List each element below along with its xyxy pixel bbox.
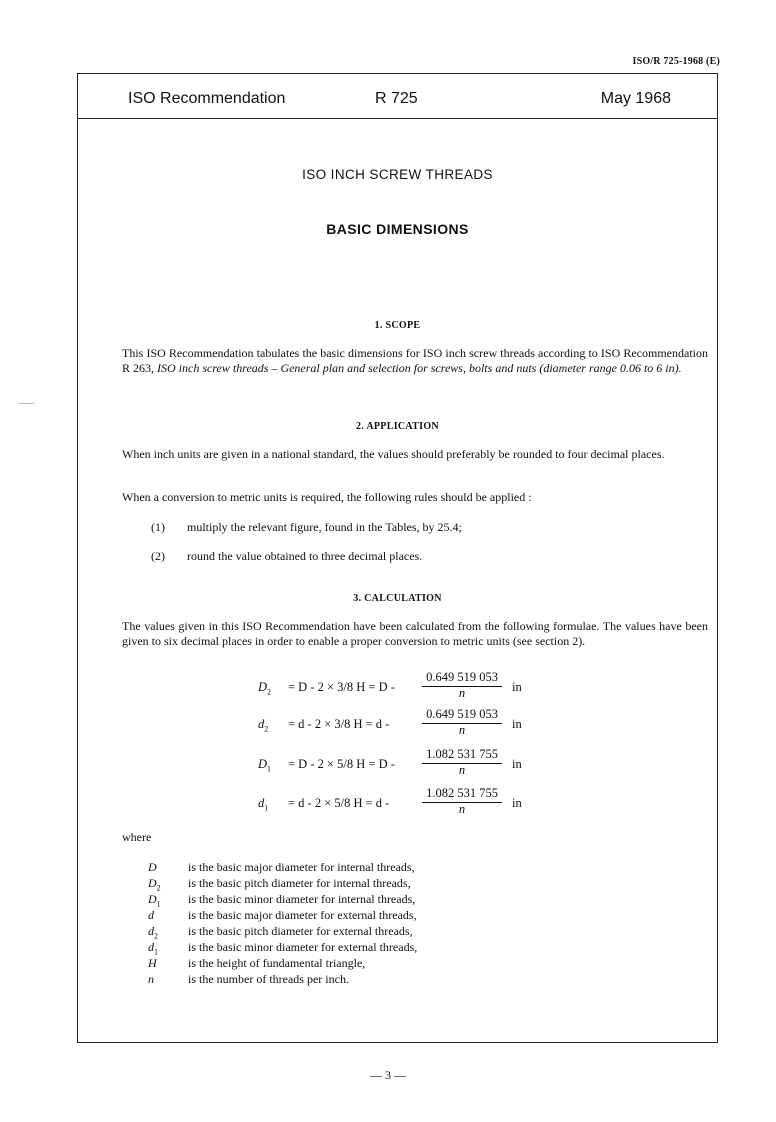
variable-description: is the basic pitch diameter for external threads, [188, 924, 413, 938]
variable-symbol: $D_1$ [148, 892, 161, 909]
rule-text: multiply the relevant figure, found in the Tables, by 25.4; [187, 520, 462, 534]
page-number: — 3 — [370, 1068, 406, 1082]
formula-row [258, 670, 558, 702]
header-number: R 725 [375, 90, 418, 107]
section-heading-calculation: 3. CALCULATION [353, 593, 442, 604]
scope-reference-title: ISO inch screw threads – General plan and selection for screws, bolts and nuts (diameter range 0.06 to 6 in). [157, 361, 682, 375]
variable-row [148, 971, 417, 987]
formula-unit: in [512, 717, 522, 731]
variable-row [148, 859, 417, 875]
formula-symbol: $D_1$ [258, 757, 272, 774]
formula-row [258, 747, 558, 779]
formula-unit: in [512, 757, 522, 771]
formula-row [258, 786, 558, 818]
formula-expression: = d - 2 × 3/8 H = d - [288, 717, 390, 731]
variable-row [148, 907, 417, 923]
header-recommendation: ISO Recommendation [128, 90, 286, 107]
fraction-denominator: n [458, 802, 466, 816]
fraction-denominator: n [458, 763, 466, 777]
formula-row [258, 707, 558, 739]
variable-symbol: $D_2$ [148, 876, 161, 893]
variable-symbol: H [148, 956, 157, 970]
variable-description: is the number of threads per inch. [188, 972, 349, 986]
application-paragraph-1: When inch units are given in a national standard, the values should preferably be rounded to four decimal places. [122, 447, 665, 461]
document-reference: ISO/R 725-1968 (E) [632, 56, 720, 67]
variable-symbol: d [148, 908, 154, 922]
rule-number: (1) [151, 520, 165, 534]
variable-definitions [148, 859, 417, 987]
formula-fraction [422, 670, 502, 700]
fraction-numerator: 0.649 519 053 [422, 707, 502, 724]
formula-fraction [422, 707, 502, 737]
rule-item [151, 549, 422, 564]
calculation-paragraph: The values given in this ISO Recommendation have been calculated from the following formulae. The values have been given to six decimal places in order to enable a proper conversion to metric units (see section 2). [122, 619, 708, 648]
variable-row [148, 923, 417, 939]
variable-row [148, 875, 417, 891]
header-date: May 1968 [600, 90, 671, 107]
variable-symbol: D [148, 860, 157, 874]
rule-text: round the value obtained to three decimal places. [187, 549, 423, 563]
document-frame [77, 73, 718, 1043]
variable-row [148, 891, 417, 907]
formula-symbol: $d_1$ [258, 796, 269, 813]
fraction-denominator: n [458, 686, 466, 700]
fraction-numerator: 0.649 519 053 [422, 670, 502, 687]
variable-symbol: n [148, 972, 154, 986]
variable-description: is the basic major diameter for internal threads, [188, 860, 415, 874]
fraction-numerator: 1.082 531 755 [422, 747, 502, 764]
scan-artifact [18, 403, 34, 404]
formula-expression: = d - 2 × 5/8 H = d - [288, 796, 390, 810]
variable-description: is the basic major diameter for external threads, [188, 908, 417, 922]
variable-row [148, 939, 417, 955]
formula-expression: = D - 2 × 5/8 H = D - [288, 757, 395, 771]
scope-paragraph [122, 346, 708, 376]
header-band [78, 74, 717, 119]
formula-fraction [422, 786, 502, 816]
variable-row [148, 955, 417, 971]
scope-text: This ISO Recommendation tabulates the basic dimensions for ISO inch screw threads according to ISO Recommendation R 263, [122, 346, 708, 375]
formula-symbol: $d_2$ [258, 717, 269, 734]
formula-unit: in [512, 680, 522, 694]
variable-description: is the basic minor diameter for external threads, [188, 940, 418, 954]
formula-fraction [422, 747, 502, 777]
variable-symbol: $d_1$ [148, 940, 158, 957]
fraction-numerator: 1.082 531 755 [422, 786, 502, 803]
application-paragraph-2: When a conversion to metric units is required, the following rules should be applied : [122, 490, 532, 504]
document-title: ISO INCH SCREW THREADS [302, 167, 493, 182]
fraction-denominator: n [458, 723, 466, 737]
rule-number: (2) [151, 549, 165, 563]
rule-item [151, 520, 462, 535]
variable-description: is the basic pitch diameter for internal threads, [188, 876, 411, 890]
variable-description: is the basic minor diameter for internal threads, [188, 892, 416, 906]
formula-unit: in [512, 796, 522, 810]
where-label: where [122, 830, 152, 844]
variable-description: is the height of fundamental triangle, [188, 956, 366, 970]
variable-symbol: $d_2$ [148, 924, 158, 941]
document-subtitle: BASIC DIMENSIONS [326, 221, 469, 237]
formula-symbol: $D_2$ [258, 680, 272, 697]
section-heading-application: 2. APPLICATION [356, 421, 439, 432]
section-heading-scope: 1. SCOPE [374, 320, 421, 331]
formula-expression: = D - 2 × 3/8 H = D - [288, 680, 395, 694]
